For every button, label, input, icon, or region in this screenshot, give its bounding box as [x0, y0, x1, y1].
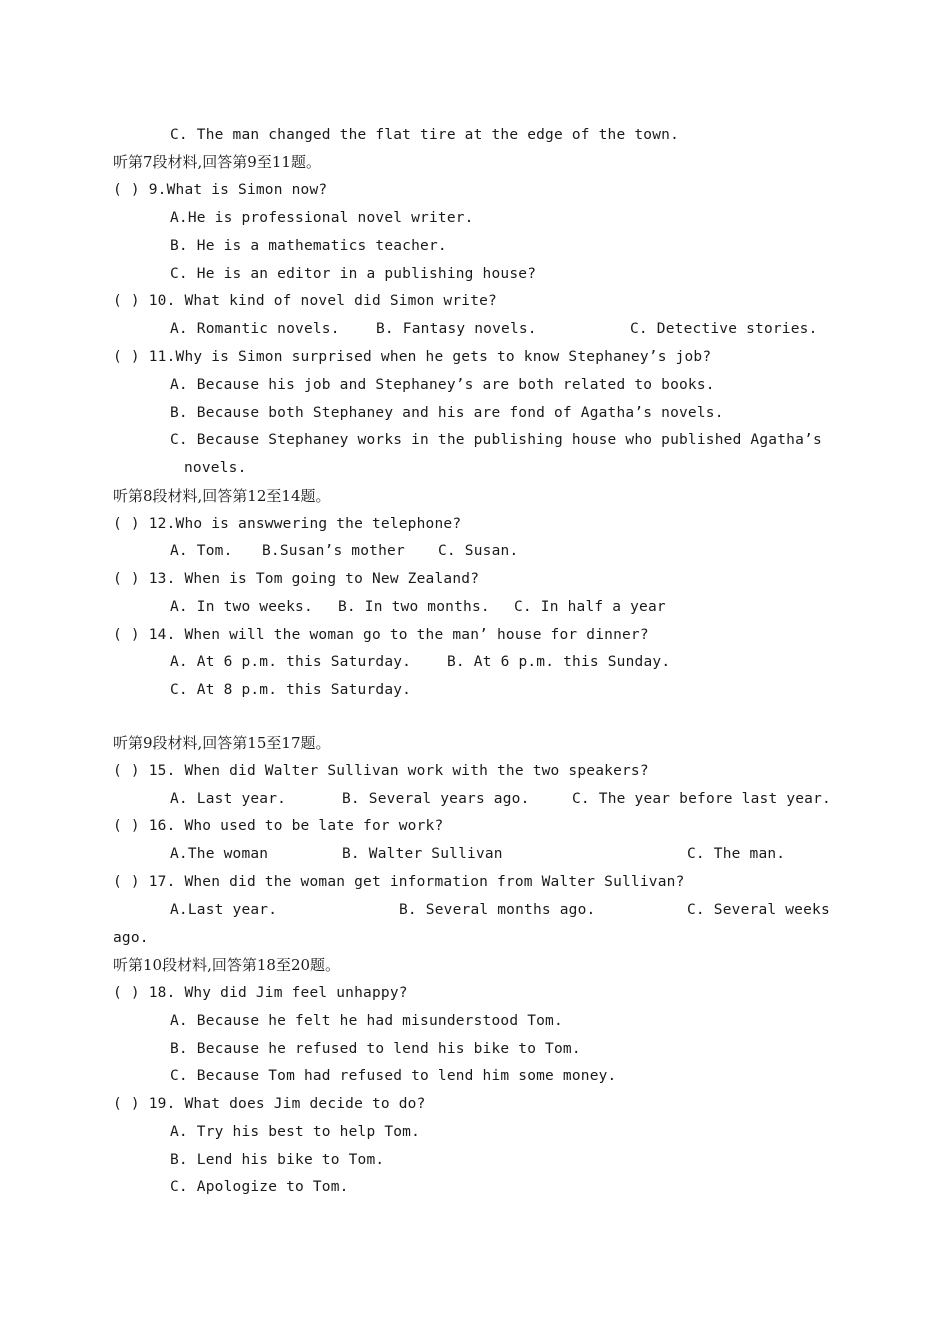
option-text: B. Fantasy novels.: [376, 321, 537, 337]
question-stem: ( ) 12.Who is answwering the telephone?: [113, 516, 462, 532]
question-stem: ( ) 13. When is Tom going to New Zealand?: [113, 571, 480, 587]
option-text: C. He is an editor in a publishing house?: [170, 266, 537, 282]
option-text: C. The man.: [687, 846, 786, 862]
question-stem: ( ) 15. When did Walter Sullivan work with the two speakers?: [113, 763, 649, 779]
section-heading: 听第7段材料,回答第9至11题。: [113, 153, 321, 171]
option-text: B.Susan’s mother: [262, 543, 405, 559]
option-text: A. In two weeks.: [170, 599, 313, 615]
question-stem: ( ) 19. What does Jim decide to do?: [113, 1096, 426, 1112]
section-heading: 听第10段材料,回答第18至20题。: [113, 956, 341, 974]
option-text: A. Last year.: [170, 791, 287, 807]
option-text: C. Detective stories.: [630, 321, 818, 337]
option-text: C. The man changed the flat tire at the edge of the town.: [170, 127, 679, 143]
option-text: A. Because his job and Stephaney’s are both related to books.: [170, 377, 715, 393]
option-text: A. Try his best to help Tom.: [170, 1124, 421, 1140]
option-text: C. Several weeks: [687, 902, 830, 918]
option-text: A.Last year.: [170, 902, 278, 918]
option-text: C. Because Stephaney works in the publishing house who published Agatha’s: [170, 432, 822, 448]
question-stem: ( ) 16. Who used to be late for work?: [113, 818, 444, 834]
option-continuation: ago.: [113, 930, 149, 946]
option-text: C. Apologize to Tom.: [170, 1179, 349, 1195]
option-text: A. Romantic novels.: [170, 321, 340, 337]
option-text: A. Because he felt he had misunderstood Tom.: [170, 1013, 563, 1029]
option-text: B. Because he refused to lend his bike to Tom.: [170, 1041, 581, 1057]
question-stem: ( ) 11.Why is Simon surprised when he gets to know Stephaney’s job?: [113, 349, 712, 365]
question-stem: ( ) 14. When will the woman go to the man’ house for dinner?: [113, 627, 649, 643]
option-continuation: novels.: [184, 460, 247, 476]
option-text: B. Because both Stephaney and his are fond of Agatha’s novels.: [170, 405, 724, 421]
option-text: B. At 6 p.m. this Sunday.: [447, 654, 671, 670]
option-text: C. Because Tom had refused to lend him some money.: [170, 1068, 617, 1084]
option-text: C. The year before last year.: [572, 791, 831, 807]
option-text: B. Walter Sullivan: [342, 846, 503, 862]
option-text: C. In half a year: [514, 599, 666, 615]
option-text: B. Several years ago.: [342, 791, 530, 807]
option-text: C. At 8 p.m. this Saturday.: [170, 682, 412, 698]
option-text: A. Tom.: [170, 543, 233, 559]
option-text: C. Susan.: [438, 543, 519, 559]
option-text: B. Lend his bike to Tom.: [170, 1152, 385, 1168]
option-text: B. In two months.: [338, 599, 490, 615]
section-heading: 听第8段材料,回答第12至14题。: [113, 487, 331, 505]
option-text: A. At 6 p.m. this Saturday.: [170, 654, 412, 670]
option-text: B. Several months ago.: [399, 902, 596, 918]
section-heading: 听第9段材料,回答第15至17题。: [113, 734, 331, 752]
question-stem: ( ) 17. When did the woman get information from Walter Sullivan?: [113, 874, 685, 890]
question-stem: ( ) 9.What is Simon now?: [113, 182, 328, 198]
option-text: B. He is a mathematics teacher.: [170, 238, 447, 254]
option-text: A.He is professional novel writer.: [170, 210, 474, 226]
question-stem: ( ) 10. What kind of novel did Simon write?: [113, 293, 497, 309]
option-text: A.The woman: [170, 846, 269, 862]
question-stem: ( ) 18. Why did Jim feel unhappy?: [113, 985, 408, 1001]
